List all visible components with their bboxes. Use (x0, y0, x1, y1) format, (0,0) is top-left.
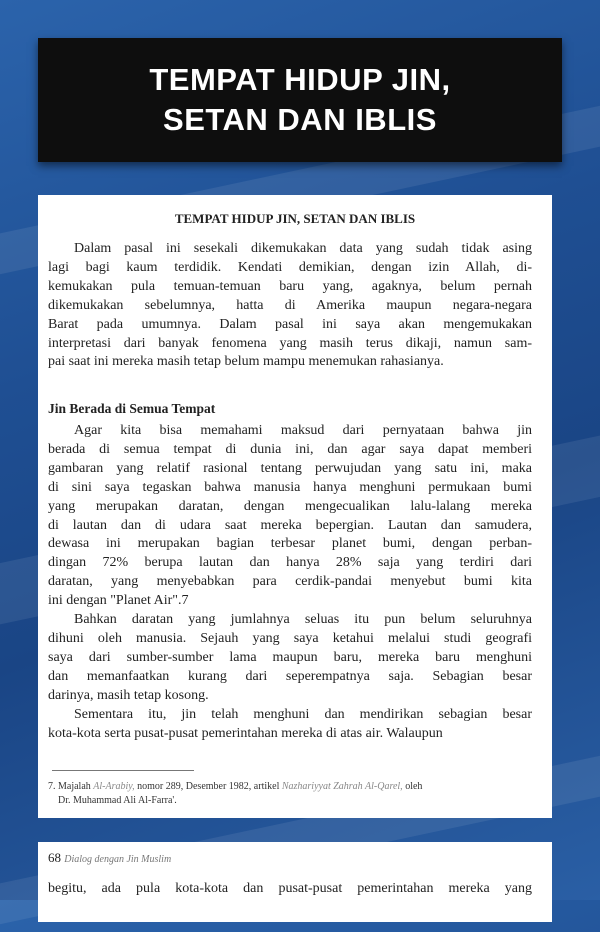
banner-title-line: SETAN DAN IBLIS (163, 102, 437, 137)
text-line: dan memanfaatkan kurang dari seperempatnya saja. Sebagian besar (48, 668, 532, 684)
book-page-68 (38, 842, 552, 922)
paragraph-1 (48, 240, 532, 372)
chapter-title: TEMPAT HIDUP JIN, SETAN DAN IBLIS (174, 211, 416, 226)
text-line: dewasa ini merupakan bagian terbesar planet bumi, dengan perban- (48, 536, 532, 552)
text-line: di sini saya tegaskan bahwa manusia hanya menghuni permukaan bumi (48, 479, 532, 495)
footnote-divider (52, 770, 194, 771)
text-line: interpretasi dari banyak fenomena yang masih terus dikaji, namun sam- (48, 335, 532, 351)
text-line: Barat pada umumnya. Dalam pasal ini saya akan mengemukakan (48, 316, 532, 332)
running-title: Dialog dengan Jin Muslim (64, 854, 172, 865)
text-line: kota-kota serta pusat-pusat pemerintahan mereka di atas air. Walaupun (48, 725, 443, 741)
text-line: saya dari sumber-sumber lama maupun baru, mereka baru menghuni (48, 649, 532, 665)
text-line: begitu, ada pula kota-kota dan pusat-pusat pemerintahan mereka yang (48, 881, 532, 896)
text-line: lagi bagi kaum terdidik. Kendati demikian, dengan izin Allah, di- (48, 259, 532, 275)
text-line: yang merupakan daratan, dengan mengecualikan lalu-lalang mereka (48, 498, 532, 514)
page-header (48, 850, 171, 866)
section-heading: Jin Berada di Semua Tempat (48, 401, 216, 416)
text-line: Agar kita bisa memahami maksud dari pernyataan bahwa jin (74, 423, 532, 438)
text-line: daratan, yang menyebabkan para cerdik-pandai menyebut bumi kita (48, 574, 532, 590)
text-line: dingan 72% berupa lautan dan hanya 28% saja yang terdiri dari (48, 555, 532, 571)
paragraph-3 (48, 611, 532, 706)
text-line: Dalam pasal ini sesekali dikemukakan data yang sudah tidak asing (74, 241, 532, 256)
text-line: Sementara itu, jin telah menghuni dan mendirikan sebagian besar (74, 707, 532, 722)
banner-title (38, 38, 562, 162)
footnote: 7. Majalah Al-Arabiy, nomor 289, Desember 1982, artikel Nazhariyyat Zahrah Al-Qarel, oleh Dr. Muhammad Ali Al-Farra'. (48, 781, 423, 806)
text-line: gambaran yang relatif rasional tentang perwujudan yang satu ini, maka (48, 460, 532, 476)
text-line: pai saat ini mereka masih tetap belum mampu menemukan rahasianya. (48, 354, 444, 370)
paragraph-4 (48, 706, 532, 744)
paragraph-2 (48, 422, 532, 611)
text-line: Bahkan daratan yang jumlahnya seluas itu pun belum seluruhnya (74, 612, 532, 627)
text-line: darinya, masih tetap kosong. (48, 687, 209, 703)
book-page-67 (38, 195, 552, 818)
text-line: ini dengan "Planet Air".7 (48, 593, 189, 609)
text-line: dihuni oleh manusia. Sejauh yang saya ketahui melalui studi geografi (48, 630, 532, 646)
text-line: berada di semua tempat di dunia ini, dan agar saya dapat memberi (48, 441, 532, 457)
text-line: kemukakan pula temuan-temuan baru yang, agaknya, belum pernah (48, 278, 532, 294)
banner-title-line: TEMPAT HIDUP JIN, (149, 62, 451, 97)
text-line: dikemukakan sebelumnya, hatta di Amerika maupun negara-negara (48, 297, 532, 313)
page-number: 68 (48, 850, 61, 865)
text-line: di lautan dan di udara saat mereka bepergian. Lautan dan samudera, (48, 517, 532, 533)
